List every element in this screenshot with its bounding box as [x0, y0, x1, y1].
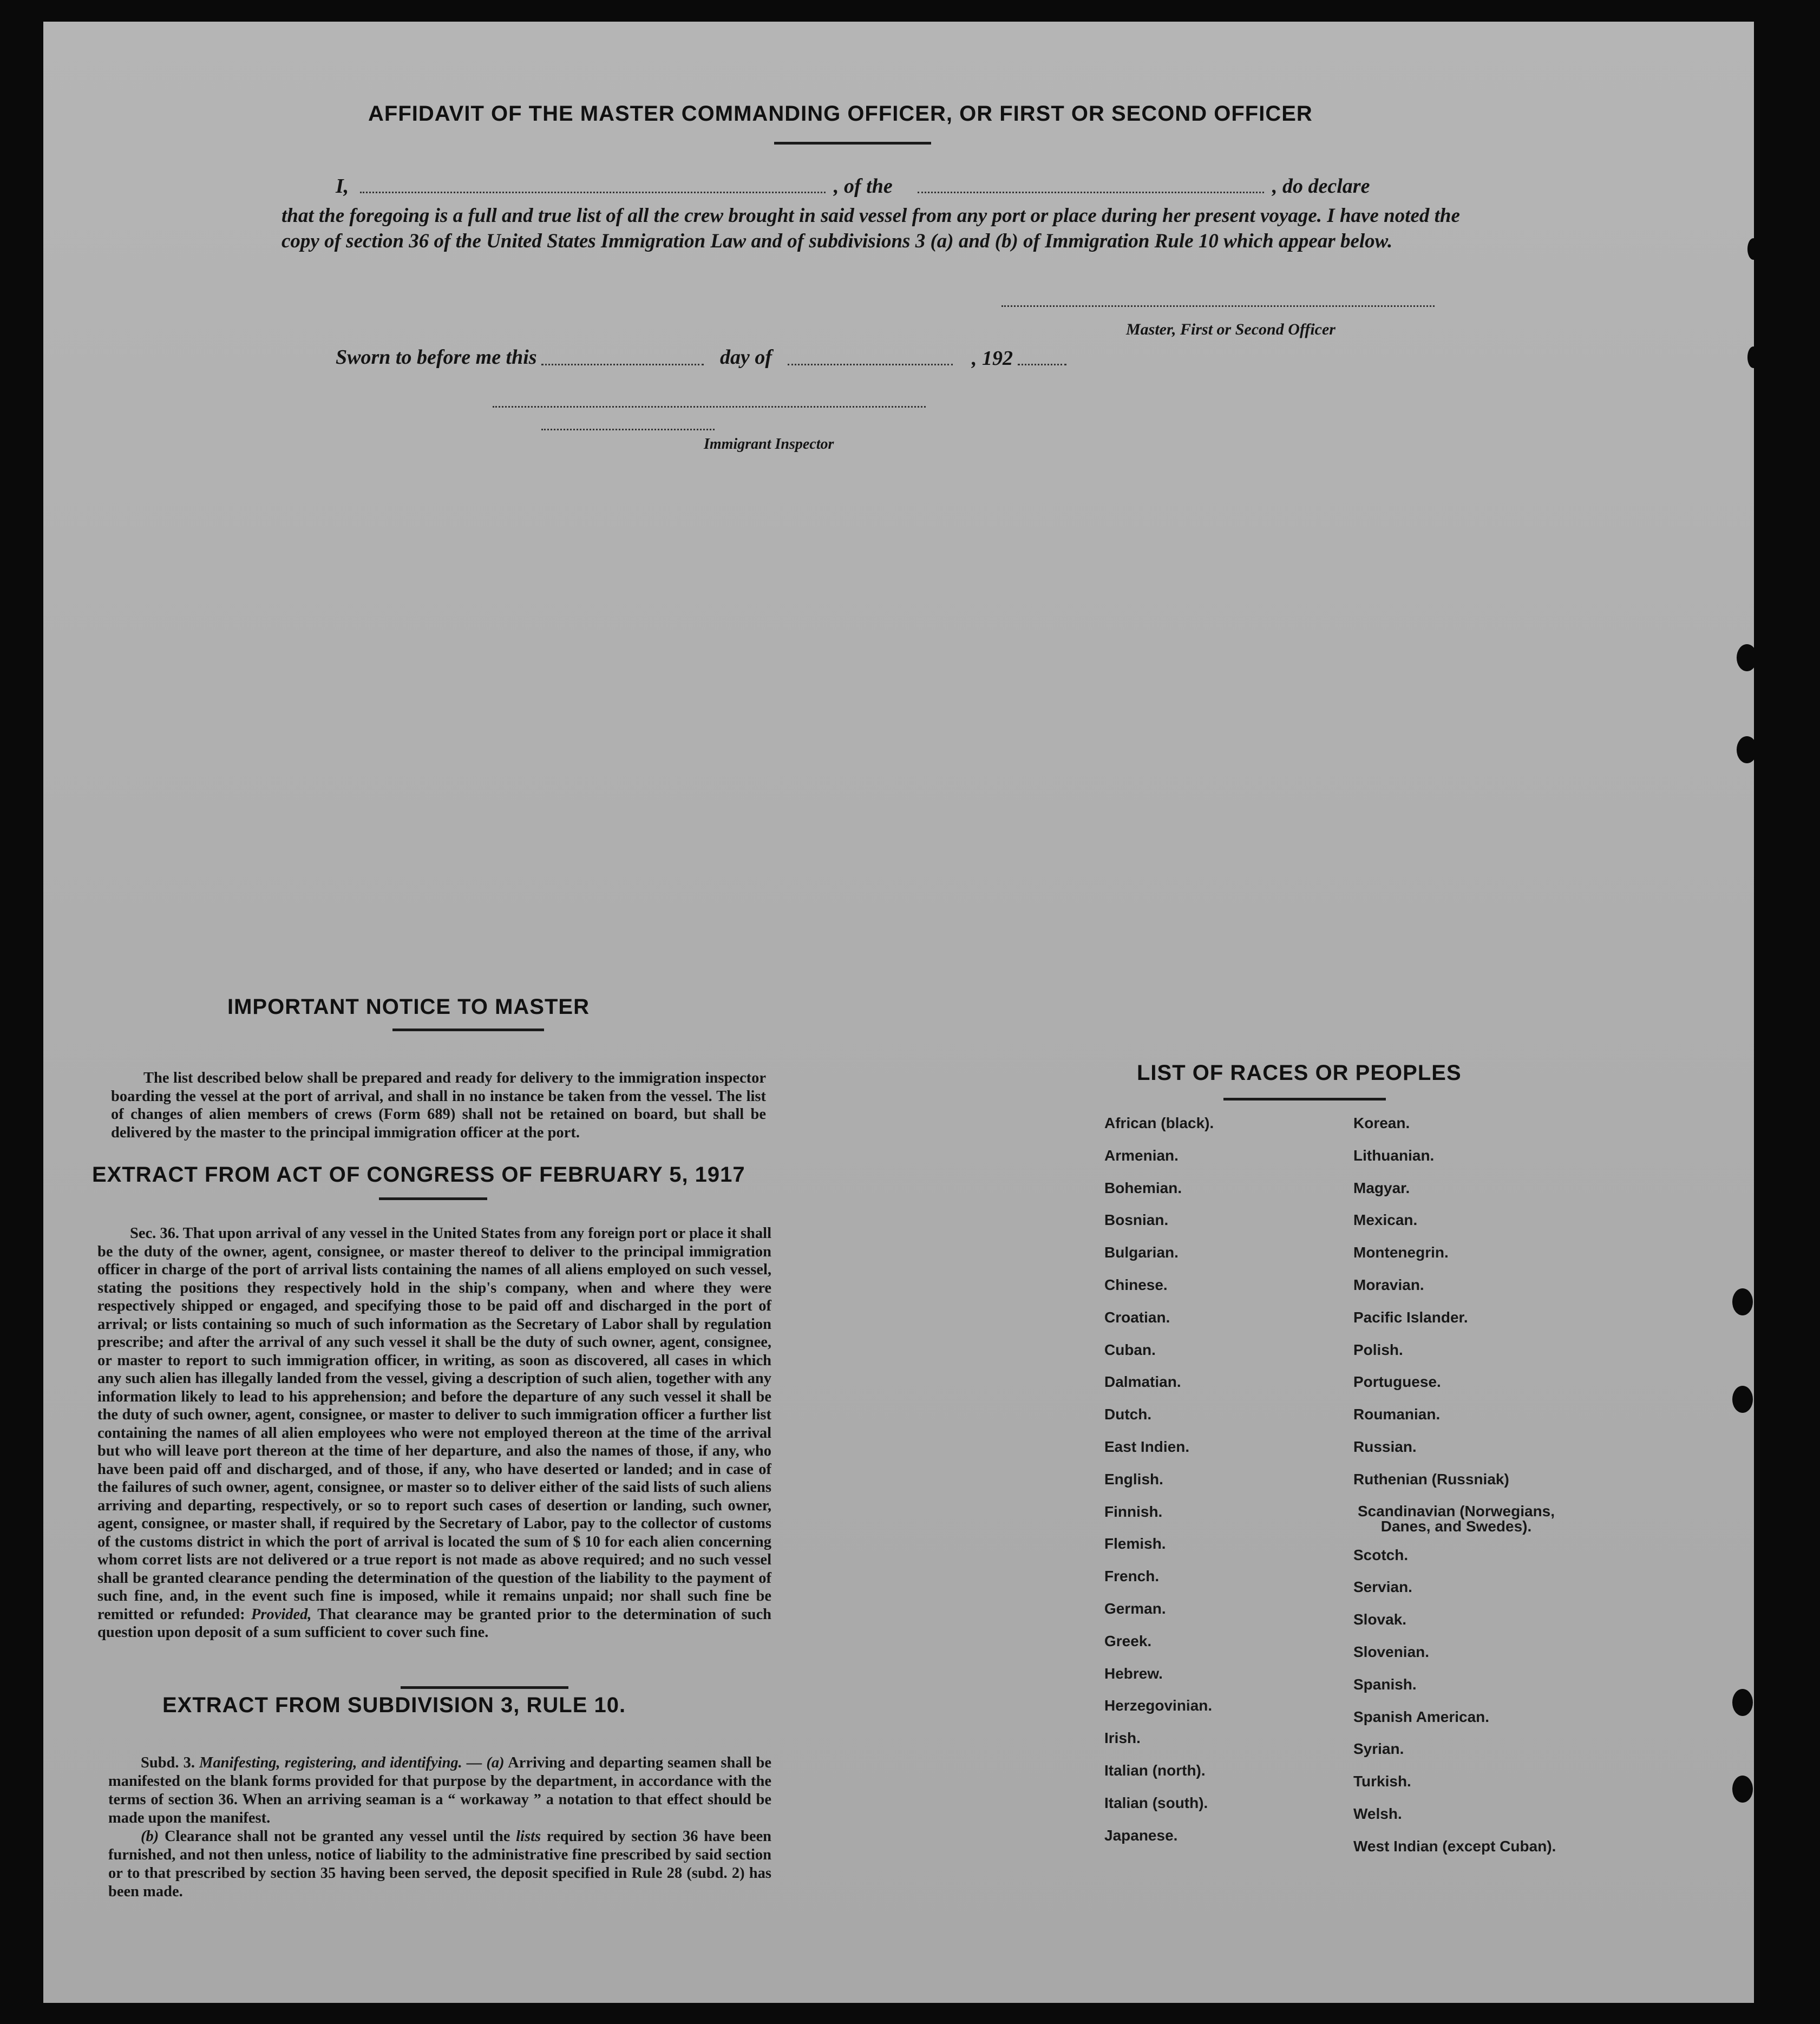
race-item: Finnish.: [1104, 1503, 1163, 1520]
rule-title: EXTRACT FROM SUBDIVISION 3, RULE 10.: [162, 1693, 626, 1717]
para-a-marker: — (a): [466, 1754, 505, 1771]
race-item: Chinese.: [1104, 1276, 1168, 1293]
race-item: Flemish.: [1104, 1535, 1166, 1553]
race-item: Turkish.: [1353, 1773, 1411, 1790]
race-item: Magyar.: [1353, 1179, 1410, 1196]
declarant-label: I,: [336, 175, 349, 198]
race-item: German.: [1104, 1600, 1166, 1617]
race-item: West Indian (except Cuban).: [1353, 1837, 1556, 1855]
race-item: Greek.: [1104, 1632, 1152, 1649]
para-a-text: Arriving and departing seamen shall be manifested on the blank forms provided for that purpose by the department, in accordance with the terms of section 36. When an arriving seaman is a “ workaway ” a notation to that effect should be made upon the manifest.: [108, 1754, 772, 1826]
para-b-marker: (b): [141, 1828, 159, 1845]
act-section-36-text: [97, 1224, 771, 1642]
race-item: Roumanian.: [1353, 1406, 1441, 1423]
notice-text: The list described below shall be prepared and ready for delivery to the immigration inspector boarding the vessel at the port of arrival, and shall in no instance be taken from the vessel. The list of changes of alien members of crews (Form 689) shall not be retained on board, but shall be delivered by the master to the principal immigration officer at the port.: [111, 1070, 766, 1141]
race-item: Dalmatian.: [1104, 1373, 1181, 1391]
binder-hole: [1732, 1288, 1753, 1315]
act-proviso: Provided,: [251, 1606, 312, 1623]
sworn-label: Sworn to before me this: [336, 346, 537, 369]
race-item: Bulgarian.: [1104, 1244, 1179, 1261]
races-title-rule: [1223, 1098, 1386, 1101]
race-item: Dutch.: [1104, 1406, 1152, 1423]
act-title-rule: [379, 1197, 487, 1200]
race-item: French.: [1104, 1568, 1160, 1585]
vessel-name-line: [918, 192, 1264, 193]
race-item: African (black).: [1104, 1115, 1214, 1131]
race-item: Welsh.: [1353, 1805, 1402, 1822]
race-item: Italian (south).: [1104, 1794, 1208, 1811]
para-b-text-start: Clearance shall not be granted any vessel until the: [164, 1828, 510, 1845]
binder-hole: [1732, 1689, 1753, 1716]
binder-hole: [1737, 736, 1757, 763]
day-of-label: day of: [720, 346, 772, 369]
race-item: East Indien.: [1104, 1438, 1190, 1455]
year-prefix-label: , 192: [972, 347, 1013, 370]
race-item: Scotch.: [1353, 1546, 1409, 1563]
race-item: Irish.: [1104, 1730, 1141, 1747]
declarant-name-line: [360, 192, 826, 193]
race-item: Ruthenian (Russniak): [1353, 1470, 1509, 1488]
binder-hole: [1732, 1386, 1753, 1413]
rule-para-b: [108, 1828, 771, 1901]
inspector-label: Immigrant Inspector: [704, 436, 834, 453]
sworn-month-line: [788, 364, 953, 365]
declaration-text: that the foregoing is a full and true list of all the crew brought in said vessel from any port or place during her present voyage. I have noted the copy of section 36 of the United States Immigration Law and of subdivisions 3 (a) and (b) of Immigration Rule 10 which appear below.: [281, 205, 1460, 252]
race-item: Pacific Islander.: [1353, 1308, 1468, 1326]
race-item: Japanese.: [1104, 1826, 1178, 1844]
inspector-signature-line: [541, 429, 715, 430]
race-item: Russian.: [1353, 1438, 1417, 1455]
act-text-main: Sec. 36. That upon arrival of any vessel in the United States from any foreign port or place it shall be the duty of the owner, agent, consignee, or master thereof to deliver to the principal immigration officer in charge of the port of arrival lists containing the names of all aliens employed on such vessel, stating the positions they respectively hold in the ship's company, when and where they were respectively shipped or engaged, and specifying those to be paid off and discharged in the port of arrival; or lists containing so much of such information as the Secretary of Labor shall by regulation prescribe; and after the arrival of any such vessel it shall be the duty of such owner, agent, consignee, or master to report to such immigration officer, in writing, as soon as discovered, all cases in which any such alien has illegally landed from the vessel, giving a description of such alien, together with any information likely to lead to his apprehension; and before the departure of any such vessel it shall be the duty of such owner, agent, consignee, or master to deliver to such immigration officer a further list containing the names of all alien employees who were not employed thereon at the time of the arrival but who will leave port thereon at the time of her departure, and also the names of those, if any, who have been paid off and discharged, and of those, if any, who have deserted or landed; and in case of the failures of such owner, agent, consignee, or master so to deliver either of the said lists of such aliens arriving and departing, respectively, or so to report such cases of desertion or landing, such owner, agent, consignee, or master shall, if required by the Secretary of Labor, pay to the collector of customs of the customs district in which the port of arrival is located the sum of $ 10 for each alien concerning whom corret lists are not delivered or a true report is not made as above required; and no such vessel shall be granted clearance pending the determination of the question of the liability to the payment of such fine, and, in the event such fine is imposed, while it remains unpaid; nor shall such fine be remitted or refunded:: [97, 1225, 771, 1623]
rule-para-a: [108, 1754, 771, 1828]
race-item: Cuban.: [1104, 1341, 1156, 1358]
subd-label: Subd. 3.: [141, 1754, 195, 1771]
inspector-signature-line: [493, 406, 926, 408]
sworn-year-line: [1018, 364, 1066, 365]
race-item: Hebrew.: [1104, 1665, 1163, 1682]
rule-title-top-rule: [401, 1686, 568, 1689]
race-item: Polish.: [1353, 1341, 1403, 1358]
master-signature-label: Master, First or Second Officer: [1126, 320, 1335, 338]
race-item: Slovak.: [1353, 1611, 1407, 1628]
race-item: Scandinavian (Norwegians, Danes, and Swedes).: [1357, 1502, 1555, 1535]
race-item: English.: [1104, 1470, 1163, 1488]
binder-hole: [1747, 346, 1759, 368]
race-item: Syrian.: [1353, 1740, 1404, 1758]
races-title: LIST OF RACES OR PEOPLES: [1137, 1061, 1462, 1085]
affidavit-title: AFFIDAVIT OF THE MASTER COMMANDING OFFICER, OR FIRST OR SECOND OFFICER: [368, 102, 1313, 126]
subd-heading: Manifesting, registering, and identifying.: [199, 1754, 462, 1771]
sworn-day-line: [541, 364, 704, 365]
binder-hole: [1737, 644, 1757, 671]
notice-title: IMPORTANT NOTICE TO MASTER: [227, 995, 590, 1019]
race-item: Herzegovinian.: [1104, 1697, 1213, 1714]
binder-hole: [1747, 238, 1759, 260]
binder-hole: [1732, 1776, 1753, 1803]
race-item: Moravian.: [1353, 1276, 1424, 1293]
race-item: Mexican.: [1353, 1211, 1418, 1229]
race-item: Spanish American.: [1353, 1708, 1490, 1725]
race-item: Bohemian.: [1104, 1179, 1182, 1196]
race-item: Slovenian.: [1353, 1643, 1430, 1660]
race-item: Croatian.: [1104, 1308, 1170, 1326]
do-declare-label: , do declare: [1272, 175, 1370, 198]
of-the-label: , of the: [834, 175, 893, 198]
race-item: Montenegrin.: [1353, 1244, 1449, 1261]
rule-text: [108, 1754, 771, 1901]
master-signature-line: [1001, 305, 1435, 307]
race-item: Italian (north).: [1104, 1762, 1206, 1779]
race-item: Armenian.: [1104, 1147, 1179, 1164]
race-item: Bosnian.: [1104, 1211, 1169, 1229]
race-item: Spanish.: [1353, 1675, 1417, 1693]
race-item: Portuguese.: [1353, 1373, 1441, 1391]
para-b-lists-word: lists: [516, 1828, 541, 1845]
act-title: EXTRACT FROM ACT OF CONGRESS OF FEBRUARY 5, 1917: [92, 1163, 745, 1187]
para-b-text-end: required by section 36 have been furnished, and not then unless, notice of liability to the administrative fine prescribed by said section or to that prescribed by section 35 having been served, the deposit specified in Rule 28 (subd. 2) has been made.: [108, 1828, 772, 1900]
race-item: Lithuanian.: [1353, 1147, 1435, 1164]
notice-title-rule: [392, 1029, 544, 1031]
act-text-end: That clearance may be granted prior to the determination of such question upon deposit of a sum sufficient to cover such fine.: [97, 1606, 771, 1641]
affidavit-title-rule: [774, 142, 931, 145]
race-item: Korean.: [1353, 1115, 1410, 1131]
race-item: Servian.: [1353, 1578, 1412, 1596]
